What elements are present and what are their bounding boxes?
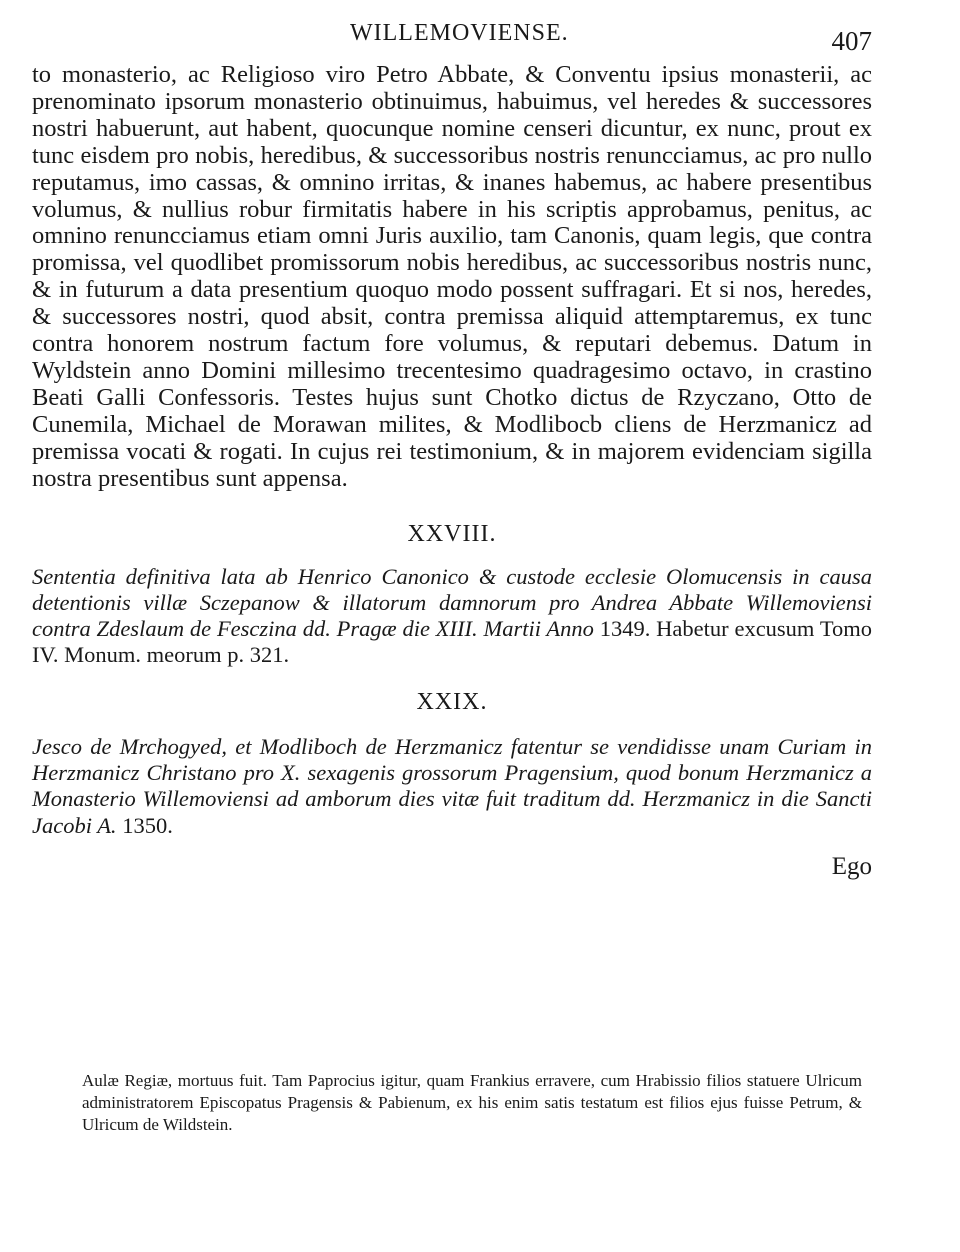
section-number-28: XXVIII.: [407, 520, 497, 547]
summary-28-reference: Habetur excusum Tomo IV. Monum. meorum p. 321.: [32, 616, 873, 668]
summary-28-italic: Sententia definitiva lata ab Henrico Canonico & custode ecclesie Olomucensis in causa detentionis villæ Sczepanow & illatorum damnorum pro Andrea Abbate Willemoviensi contra Zdeslaum de Fesczina dd. Pragæ die XIII. Martii Anno: [32, 563, 872, 642]
footnote: Aulæ Regiæ, mortuus fuit. Tam Paprocius igitur, quam Frankius erravere, cum Hrabissio filios statuere Ulricum administratorem Episcopatus Pragensis & Pabienum, ex his enim satis testatum est filios ejus fuisse Petrum, & Ulricum de Wildstein.: [82, 1071, 862, 1134]
running-head: WILLEMOVIENSE.: [350, 20, 569, 46]
section-number-29: XXIX.: [416, 688, 488, 715]
main-text-block: [32, 62, 872, 493]
section-summary-29: [32, 734, 872, 839]
summary-29-year: 1350.: [122, 812, 173, 838]
main-text: to monasterio, ac Religioso viro Petro Abbate, & Conventu ipsius monasterii, ac prenominato ipsorum monasterio obtinuimus, habuimus, vel heredes & successores nostri habuerunt, aut habent, quocunque nomine censeri dicuntur, ex nunc, prout ex tunc eisdem pro nobis, heredibus, & successoribus nostris renuncciamus, ac pro nullo reputamus, imo cassas, & omnino irritas, & inanes habemus, ac habere presentibus volumus, & nullius robur firmitatis habere in his scriptis approbamus, penitus, ac omnino renuncciamus etiam omni Juris auxilio, tam Canonis, quam legis, que contra promissa, vel quodlibet promissorum nobis heredibus, ac successoribus nostris nunc, & in futurum a data presentium quoquo modo possent suffragari. Et si nos, heredes, & successores nostri, quod absit, contra premissa aliquid attemptaremus, ex tunc contra honorem nostrum factum fore volumus, & reputari debemus. Datum in Wyldstein anno Domini millesimo trecentesimo quadragesimo octavo, in crastino Beati Galli Confessoris. Testes hujus sunt Chotko dictus de Rzyczano, Otto de Cunemila, Michael de Morawan milites, & Modlibocb cliens de Herzmanicz ad premissa vocati & rogati. In cujus rei testimonium, & in majorem evidenciam sigilla nostra presentibus sunt appensa.: [32, 61, 872, 492]
catchword: Ego: [831, 852, 872, 880]
page: [32, 18, 872, 881]
page-number: 407: [831, 26, 872, 56]
section-summary-28: [32, 564, 872, 669]
summary-29-italic: Jesco de Mrchogyed, et Modliboch de Herzmanicz fatentur se vendidisse unam Curiam in Herzmanicz Christano pro X. sexagenis grossorum Pragensium, quod bonum Herzmanicz a Monasterio Willemoviensi ad amborum dies vitæ fuit traditum dd. Herzmanicz in die Sancti Jacobi A.: [32, 733, 872, 838]
page-header: [32, 18, 872, 62]
summary-28-year: 1349.: [599, 616, 651, 642]
